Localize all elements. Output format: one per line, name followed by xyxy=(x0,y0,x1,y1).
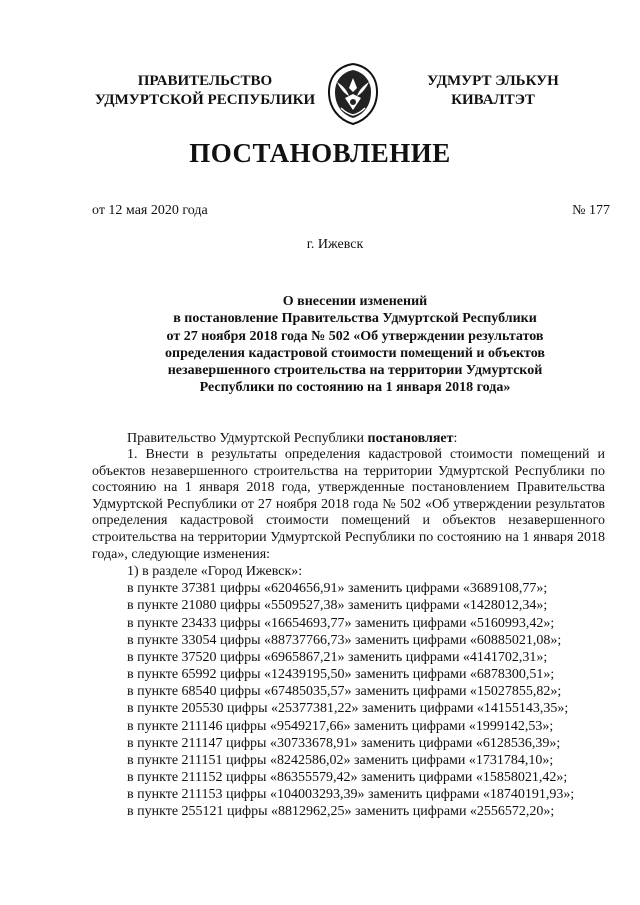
government-name-russian xyxy=(90,72,320,110)
change-item: в пункте 37381 цифры «6204656,91» заменить цифрами «3689108,77»; xyxy=(127,581,548,597)
change-item: в пункте 211147 цифры «30733678,91» заменить цифрами «6128536,39»; xyxy=(127,735,561,751)
section-heading: 1) в разделе «Город Ижевск»: xyxy=(127,564,303,580)
change-item: в пункте 68540 цифры «67485035,57» заменить цифрами «15027855,82»; xyxy=(127,684,562,700)
document-number: № 177 xyxy=(572,203,610,218)
change-item: в пункте 65992 цифры «12439195,50» заменить цифрами «6878300,51»; xyxy=(127,667,555,683)
change-item: в пункте 211151 цифры «8242586,02» заменить цифрами «1731784,10»; xyxy=(127,752,554,768)
document-body xyxy=(92,430,605,821)
org-right-line-2: КИВАЛТЭТ xyxy=(451,92,535,108)
org-right-line-1: УДМУРТ ЭЛЬКУН xyxy=(427,73,559,89)
change-item: в пункте 21080 цифры «5509527,38» заменить цифрами «1428012,34»; xyxy=(127,598,548,614)
org-left-line-1: ПРАВИТЕЛЬСТВО xyxy=(137,73,273,89)
subject-line: от 27 ноября 2018 года № 502 «Об утверждении результатов xyxy=(166,328,544,344)
subject-line: О внесении изменений xyxy=(282,294,428,309)
preamble xyxy=(92,430,605,447)
subject-line: Республики по состоянию на 1 января 2018 года» xyxy=(199,380,511,396)
change-item: в пункте 211146 цифры «9549217,66» заменить цифрами «1999142,53»; xyxy=(127,718,554,734)
change-item: в пункте 255121 цифры «8812962,25» заменить цифрами «2556572,20»; xyxy=(127,804,555,820)
document-title: ПОСТАНОВЛЕНИЕ xyxy=(189,138,451,168)
subject-line: определения кадастровой стоимости помещений и объектов xyxy=(165,345,545,361)
document-city: г. Ижевск xyxy=(306,237,364,252)
document-subject xyxy=(100,293,610,397)
change-item: в пункте 23433 цифры «16654693,77» заменить цифрами «5160993,42»; xyxy=(127,615,555,631)
document-header xyxy=(0,70,640,130)
udmurt-emblem-icon xyxy=(327,62,379,126)
change-item: в пункте 33054 цифры «88737766,73» заменить цифрами «60885021,08»; xyxy=(127,632,562,648)
org-left-line-2: УДМУРТСКОЙ РЕСПУБЛИКИ xyxy=(94,92,316,108)
change-item: в пункте 37520 цифры «6965867,21» заменить цифрами «4141702,31»; xyxy=(127,649,548,665)
paragraph-1: 1. Внести в результаты определения кадастровой стоимости помещений и объектов незавершенного строительства на территории Удмуртской Республики по состоянию на 1 января 2018 года, утвержденные постановлением Правительства Удмуртской Республики от 27 ноября 2018 года № 502 «Об утверждении результатов определения кадастровой стоимости помещений и объектов незавершенного строительства на территории Удмуртской Республики по состоянию на 1 января 2018 года», следующие изменения: xyxy=(92,447,605,562)
preamble-text: Правительство Удмуртской Республики xyxy=(127,431,368,446)
change-item: в пункте 211152 цифры «86355579,42» заменить цифрами «15858021,42»; xyxy=(127,770,568,786)
change-item: в пункте 211153 цифры «104003293,39» заменить цифрами «18740191,93»; xyxy=(127,787,575,803)
government-name-udmurt xyxy=(418,72,568,110)
preamble-verb: постановляет xyxy=(367,431,454,446)
subject-line: незавершенного строительства на территории Удмуртской xyxy=(167,363,543,379)
change-item: в пункте 205530 цифры «25377381,22» заменить цифрами «14155143,35»; xyxy=(127,701,569,717)
preamble-end: : xyxy=(453,431,458,446)
document-date: от 12 мая 2020 года xyxy=(92,203,208,218)
subject-line: в постановление Правительства Удмуртской Республики xyxy=(173,311,537,327)
